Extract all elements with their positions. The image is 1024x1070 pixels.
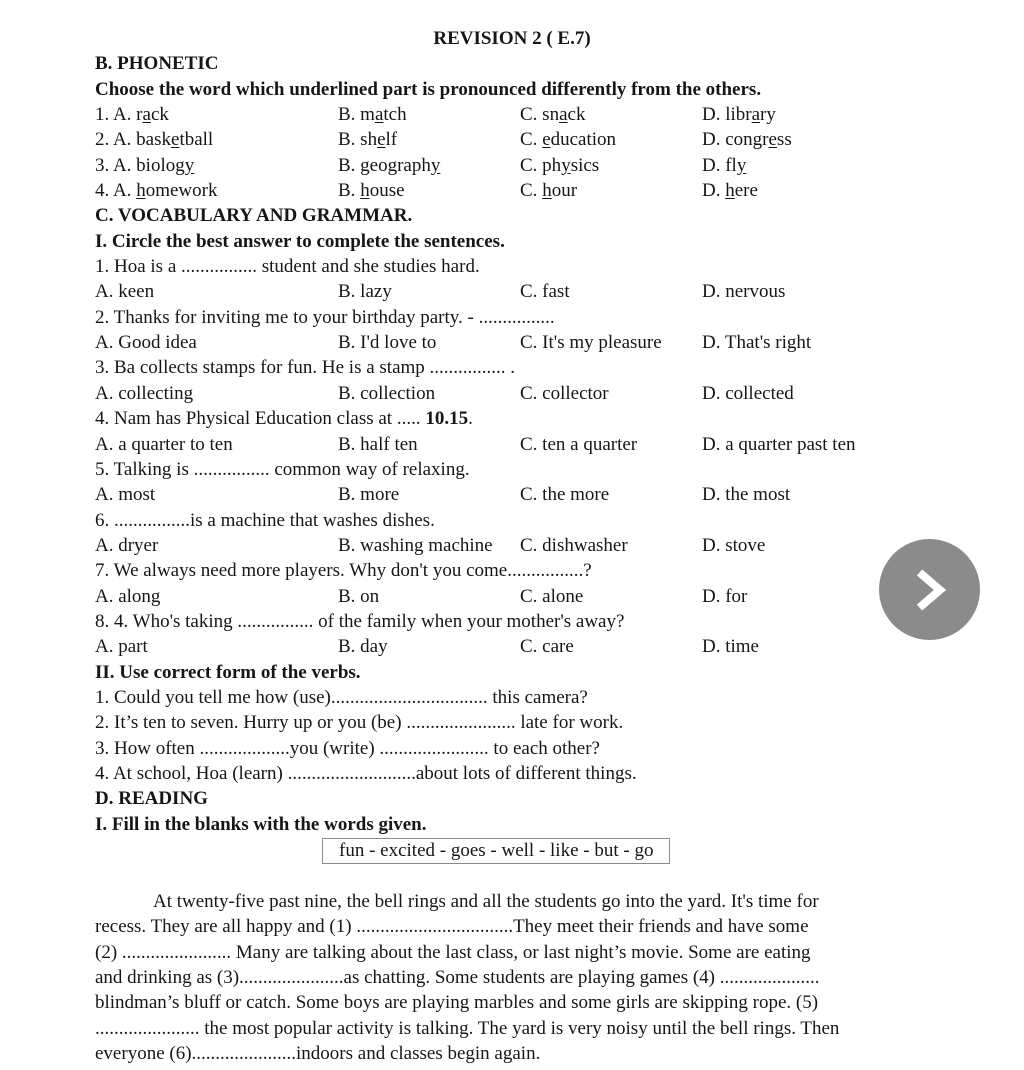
option-cell: B. more [338, 484, 400, 506]
options-row [95, 330, 929, 355]
option-cell: A. along [95, 585, 161, 607]
phonetic-option: C. education [520, 129, 617, 151]
verb-question: 4. At school, Hoa (learn) ...........................about lots of different things. [95, 762, 637, 784]
option-cell: C. alone [520, 585, 584, 607]
reading-heading: D. READING [95, 788, 208, 810]
passage-line: ...................... the most popular activity is talking. The yard is very noisy until the bell rings. Then [95, 1017, 840, 1039]
phonetic-option: 2. A. basketball [95, 129, 214, 151]
verbs-heading: II. Use correct form of the verbs. [95, 661, 361, 683]
question-line: 1. Hoa is a ................ student and she studies hard. [95, 256, 480, 278]
option-cell: C. dishwasher [520, 534, 628, 556]
reading-part1-heading: I. Fill in the blanks with the words given. [95, 813, 427, 835]
phonetic-option: D. fly [702, 154, 747, 176]
option-cell: C. collector [520, 382, 609, 404]
word-box-row [322, 837, 929, 864]
passage-line: everyone (6)......................indoors and classes begin again. [95, 1043, 541, 1065]
options-row [95, 584, 929, 609]
passage-line: (2) ....................... Many are talking about the last class, or last night’s movie. Some are eating [95, 941, 811, 963]
question-line: 5. Talking is ................ common way of relaxing. [95, 458, 470, 480]
options-row [95, 381, 929, 406]
option-cell: B. collection [338, 382, 436, 404]
options-row [95, 482, 929, 507]
option-cell: D. That's right [702, 332, 812, 354]
question-line: 2. Thanks for inviting me to your birthday party. - ................ [95, 306, 555, 328]
option-cell: D. collected [702, 382, 794, 404]
passage-line: At twenty-five past nine, the bell rings and all the students go into the yard. It's time for [153, 891, 819, 912]
phonetic-row-1 [95, 102, 929, 127]
option-cell: D. the most [702, 484, 791, 506]
option-cell: A. Good idea [95, 332, 197, 354]
option-cell: B. lazy [338, 281, 392, 303]
phonetic-option: C. snack [520, 104, 586, 126]
option-cell: C. the more [520, 484, 610, 506]
phonetic-row-3 [95, 153, 929, 178]
options-row [95, 432, 929, 457]
phonetic-option: 3. A. biology [95, 154, 195, 176]
option-cell: C. ten a quarter [520, 433, 638, 455]
phonetic-option: B. shelf [338, 129, 398, 151]
phonetic-option: B. geography [338, 154, 441, 176]
option-cell: D. nervous [702, 281, 786, 303]
phonetic-instruction: Choose the word which underlined part is pronounced differently from the others. [95, 78, 762, 100]
option-cell: B. day [338, 636, 388, 658]
phonetic-option: D. here [702, 180, 758, 202]
question-line: 8. 4. Who's taking ................ of the family when your mother's away? [95, 610, 625, 632]
question-line: 7. We always need more players. Why don't you come................? [95, 560, 592, 582]
option-cell: C. It's my pleasure [520, 332, 662, 354]
word-box: fun - excited - goes - well - like - but - go [322, 838, 670, 864]
phonetic-option: D. congress [702, 129, 792, 151]
option-cell: C. fast [520, 281, 570, 303]
chevron-right-icon [899, 559, 961, 621]
question-line: 4. Nam has Physical Education class at ..... 10.15. [95, 408, 473, 430]
option-cell: A. dryer [95, 534, 159, 556]
passage-line: recess. They are all happy and (1) .................................They meet their friends and have some [95, 916, 809, 938]
option-cell: A. most [95, 484, 156, 506]
option-cell: D. time [702, 636, 759, 658]
option-cell: A. a quarter to ten [95, 433, 233, 455]
verb-question: 2. It’s ten to seven. Hurry up or you (be) ....................... late for work. [95, 712, 624, 734]
option-cell: B. on [338, 585, 380, 607]
phonetic-option: C. hour [520, 180, 578, 202]
verb-question: 1. Could you tell me how (use)................................. this camera? [95, 686, 588, 708]
phonetic-option: D. library [702, 104, 776, 126]
options-row [95, 533, 929, 558]
option-cell: D. for [702, 585, 748, 607]
verb-question: 3. How often ...................you (write) ....................... to each other? [95, 737, 600, 759]
option-cell: A. collecting [95, 382, 194, 404]
option-cell: D. stove [702, 534, 766, 556]
vocab-heading: C. VOCABULARY AND GRAMMAR. [95, 205, 413, 227]
phonetic-option: B. house [338, 180, 405, 202]
reading-passage [95, 889, 929, 1066]
next-page-button[interactable] [879, 539, 980, 640]
option-cell: B. washing machine [338, 534, 493, 556]
passage-line: blindman’s bluff or catch. Some boys are playing marbles and some girls are skipping rope. (5) [95, 992, 819, 1014]
option-cell: D. a quarter past ten [702, 433, 856, 455]
phonetic-option: C. physics [520, 154, 600, 176]
options-row [95, 634, 929, 659]
option-cell: B. I'd love to [338, 332, 437, 354]
question-line: 6. ................is a machine that washes dishes. [95, 509, 435, 531]
phonetic-option: 1. A. rack [95, 104, 169, 126]
option-cell: C. care [520, 636, 574, 658]
option-cell: A. part [95, 636, 148, 658]
vocab-part1-heading: I. Circle the best answer to complete the sentences. [95, 230, 505, 252]
option-cell: A. keen [95, 281, 155, 303]
page-title: REVISION 2 ( E.7) [433, 28, 591, 49]
phonetic-heading: B. PHONETIC [95, 53, 219, 75]
options-row [95, 279, 929, 304]
phonetic-option: 4. A. homework [95, 180, 218, 202]
phonetic-option: B. match [338, 104, 407, 126]
phonetic-row-4 [95, 178, 929, 203]
phonetic-row-2 [95, 127, 929, 152]
question-line: 3. Ba collects stamps for fun. He is a stamp ................ . [95, 357, 516, 379]
passage-line: and drinking as (3)......................as chatting. Some students are playing games (4) ..................... [95, 967, 820, 989]
option-cell: B. half ten [338, 433, 418, 455]
